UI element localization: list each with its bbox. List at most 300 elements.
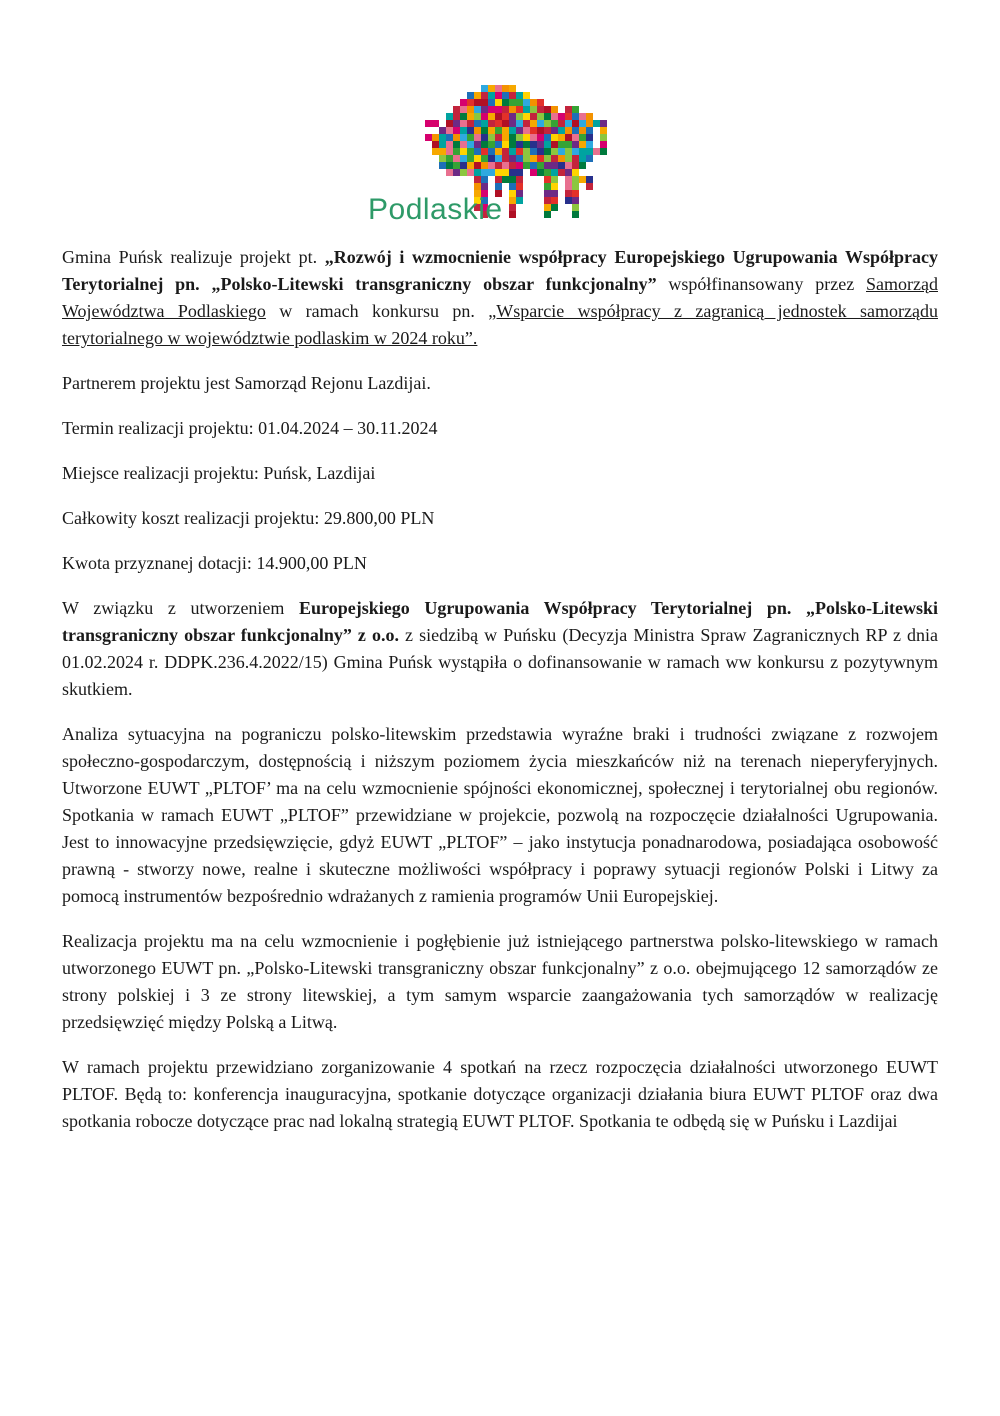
mosaic-cell	[572, 183, 579, 190]
mosaic-cell	[460, 162, 467, 169]
mosaic-empty-cell	[537, 197, 544, 204]
mosaic-cell	[488, 162, 495, 169]
mosaic-cell	[474, 155, 481, 162]
mosaic-cell	[453, 106, 460, 113]
mosaic-cell	[453, 113, 460, 120]
mosaic-cell	[446, 169, 453, 176]
mosaic-empty-cell	[600, 169, 607, 176]
mosaic-cell	[467, 134, 474, 141]
mosaic-cell	[551, 106, 558, 113]
mosaic-cell	[551, 120, 558, 127]
mosaic-empty-cell	[607, 85, 614, 92]
mosaic-cell	[544, 141, 551, 148]
mosaic-cell	[537, 162, 544, 169]
mosaic-empty-cell	[614, 169, 621, 176]
mosaic-empty-cell	[453, 99, 460, 106]
mosaic-empty-cell	[530, 183, 537, 190]
mosaic-cell	[572, 211, 579, 218]
text-run: „Wsparcie współpracy z zagranicą jednostek samorządu terytorialnego w województwie podlaskim w 2024 roku”.	[62, 301, 938, 348]
mosaic-cell	[565, 141, 572, 148]
mosaic-cell	[509, 113, 516, 120]
mosaic-cell	[530, 99, 537, 106]
mosaic-cell	[488, 113, 495, 120]
mosaic-empty-cell	[537, 85, 544, 92]
mosaic-empty-cell	[565, 211, 572, 218]
mosaic-cell	[460, 141, 467, 148]
mosaic-cell	[460, 134, 467, 141]
mosaic-cell	[600, 134, 607, 141]
mosaic-cell	[488, 120, 495, 127]
mosaic-empty-cell	[586, 92, 593, 99]
mosaic-empty-cell	[607, 148, 614, 155]
mosaic-cell	[516, 162, 523, 169]
mosaic-cell	[516, 169, 523, 176]
mosaic-empty-cell	[523, 176, 530, 183]
mosaic-empty-cell	[551, 211, 558, 218]
mosaic-cell	[600, 148, 607, 155]
mosaic-empty-cell	[614, 127, 621, 134]
mosaic-cell	[481, 134, 488, 141]
mosaic-cell	[537, 169, 544, 176]
mosaic-empty-cell	[572, 92, 579, 99]
mosaic-empty-cell	[523, 183, 530, 190]
mosaic-empty-cell	[600, 204, 607, 211]
mosaic-cell	[481, 106, 488, 113]
mosaic-empty-cell	[593, 134, 600, 141]
mosaic-empty-cell	[551, 85, 558, 92]
mosaic-empty-cell	[607, 141, 614, 148]
paragraph-spotkania	[62, 1054, 938, 1135]
mosaic-empty-cell	[586, 211, 593, 218]
mosaic-empty-cell	[425, 127, 432, 134]
mosaic-cell	[509, 162, 516, 169]
mosaic-cell	[593, 120, 600, 127]
mosaic-cell	[460, 127, 467, 134]
mosaic-cell	[453, 141, 460, 148]
mosaic-cell	[453, 148, 460, 155]
mosaic-empty-cell	[544, 99, 551, 106]
mosaic-empty-cell	[502, 204, 509, 211]
mosaic-empty-cell	[579, 197, 586, 204]
mosaic-empty-cell	[558, 176, 565, 183]
mosaic-cell	[551, 169, 558, 176]
text-run: z siedzibą w Puńsku (Decyzja Ministra Spraw Zagranicznych RP z dnia 01.02.2024 r. DDPK.236.4.2022/15) Gmina Puńsk wystąpiła o dofinansowanie w ramach ww konkursu z pozytywnym skutkiem.	[62, 625, 938, 699]
mosaic-cell	[516, 183, 523, 190]
mosaic-cell	[579, 134, 586, 141]
mosaic-cell	[474, 106, 481, 113]
mosaic-cell	[481, 176, 488, 183]
mosaic-empty-cell	[593, 211, 600, 218]
mosaic-cell	[474, 134, 481, 141]
mosaic-cell	[495, 155, 502, 162]
mosaic-empty-cell	[530, 197, 537, 204]
mosaic-empty-cell	[607, 134, 614, 141]
mosaic-cell	[537, 155, 544, 162]
mosaic-cell	[495, 162, 502, 169]
mosaic-empty-cell	[439, 85, 446, 92]
text-run: Gmina Puńsk realizuje projekt pt.	[62, 247, 325, 267]
mosaic-cell	[474, 162, 481, 169]
mosaic-cell	[551, 190, 558, 197]
mosaic-cell	[474, 141, 481, 148]
mosaic-cell	[600, 120, 607, 127]
text-run: Całkowity koszt realizacji projektu: 29.800,00 PLN	[62, 508, 435, 528]
mosaic-empty-cell	[614, 148, 621, 155]
mosaic-cell	[572, 155, 579, 162]
mosaic-empty-cell	[537, 176, 544, 183]
text-run: Miejsce realizacji projektu: Puńsk, Lazdijai	[62, 463, 376, 483]
mosaic-cell	[565, 197, 572, 204]
mosaic-cell	[565, 155, 572, 162]
mosaic-cell	[446, 134, 453, 141]
mosaic-cell	[488, 169, 495, 176]
mosaic-cell	[509, 134, 516, 141]
mosaic-empty-cell	[551, 92, 558, 99]
mosaic-cell	[439, 155, 446, 162]
mosaic-cell	[530, 113, 537, 120]
mosaic-empty-cell	[551, 99, 558, 106]
mosaic-cell	[509, 141, 516, 148]
mosaic-empty-cell	[432, 155, 439, 162]
mosaic-cell	[516, 99, 523, 106]
mosaic-empty-cell	[558, 106, 565, 113]
mosaic-cell	[586, 148, 593, 155]
mosaic-empty-cell	[558, 211, 565, 218]
mosaic-cell	[565, 148, 572, 155]
mosaic-cell	[509, 211, 516, 218]
mosaic-cell	[488, 92, 495, 99]
mosaic-empty-cell	[565, 85, 572, 92]
mosaic-cell	[565, 127, 572, 134]
mosaic-cell	[495, 85, 502, 92]
mosaic-empty-cell	[572, 85, 579, 92]
mosaic-cell	[530, 155, 537, 162]
mosaic-cell	[523, 134, 530, 141]
mosaic-empty-cell	[593, 99, 600, 106]
mosaic-empty-cell	[614, 183, 621, 190]
mosaic-cell	[544, 176, 551, 183]
mosaic-empty-cell	[572, 99, 579, 106]
mosaic-empty-cell	[460, 92, 467, 99]
text-run: w ramach konkursu pn.	[265, 301, 489, 321]
mosaic-cell	[523, 141, 530, 148]
mosaic-empty-cell	[544, 92, 551, 99]
mosaic-empty-cell	[425, 113, 432, 120]
mosaic-cell	[586, 141, 593, 148]
mosaic-cell	[502, 134, 509, 141]
paragraph-koszt	[62, 505, 938, 532]
mosaic-cell	[495, 106, 502, 113]
text-run: Realizacja projektu ma na celu wzmocnienie i pogłębienie już istniejącego partnerstwa polsko-litewskiego w ramach utworzonego EUWT pn. „Polsko-Litewski transgraniczny obszar funkcjonalny” z o.o. obejmującego 12 samorządów ze strony polskiej i 3 ze strony litewskiej, a tym samym wsparcie zaangażowania tych samorządów w realizację przedsięwzięć między Polską a Litwą.	[62, 931, 938, 1032]
paragraph-miejsce	[62, 460, 938, 487]
mosaic-empty-cell	[593, 183, 600, 190]
mosaic-empty-cell	[614, 204, 621, 211]
mosaic-empty-cell	[593, 197, 600, 204]
mosaic-cell	[565, 113, 572, 120]
mosaic-cell	[558, 141, 565, 148]
mosaic-empty-cell	[586, 197, 593, 204]
mosaic-empty-cell	[523, 204, 530, 211]
mosaic-empty-cell	[537, 183, 544, 190]
mosaic-cell	[537, 127, 544, 134]
mosaic-empty-cell	[516, 204, 523, 211]
mosaic-empty-cell	[460, 176, 467, 183]
mosaic-cell	[446, 113, 453, 120]
mosaic-cell	[537, 148, 544, 155]
mosaic-empty-cell	[432, 162, 439, 169]
mosaic-empty-cell	[614, 162, 621, 169]
mosaic-cell	[523, 155, 530, 162]
mosaic-cell	[523, 127, 530, 134]
mosaic-empty-cell	[425, 162, 432, 169]
mosaic-empty-cell	[593, 113, 600, 120]
mosaic-empty-cell	[579, 92, 586, 99]
mosaic-cell	[558, 169, 565, 176]
mosaic-empty-cell	[432, 106, 439, 113]
mosaic-cell	[530, 169, 537, 176]
mosaic-empty-cell	[432, 176, 439, 183]
mosaic-cell	[474, 176, 481, 183]
text-run: W związku z utworzeniem	[62, 598, 300, 618]
mosaic-cell	[516, 92, 523, 99]
mosaic-cell	[481, 120, 488, 127]
mosaic-cell	[460, 148, 467, 155]
mosaic-empty-cell	[523, 197, 530, 204]
mosaic-cell	[579, 127, 586, 134]
mosaic-empty-cell	[516, 211, 523, 218]
mosaic-cell	[502, 92, 509, 99]
mosaic-cell	[579, 162, 586, 169]
mosaic-cell	[551, 176, 558, 183]
mosaic-cell	[551, 148, 558, 155]
mosaic-cell	[565, 169, 572, 176]
mosaic-cell	[516, 141, 523, 148]
mosaic-cell	[565, 190, 572, 197]
mosaic-cell	[551, 162, 558, 169]
mosaic-empty-cell	[502, 211, 509, 218]
text-run: Analiza sytuacyjna na pograniczu polsko-litewskim przedstawia wyraźne braki i trudności związane z rozwojem społeczno-gospodarczym, dostępnością i niższym poziomem życia mieszkańców niż na terenach nieperyferyjnych. Utworzone EUWT „PLTOF’ ma na celu wzmocnienie spójności ekonomicznej, społecznej i terytorialnej obu regionów. Spotkania w ramach EUWT „PLTOF” przewidziane w projekcie, pozwolą na rozpoczęcie działalności Ugrupowania. Jest to innowacyjne przedsięwzięcie, gdyż EUWT „PLTOF” – jako instytucja ponadnarodowa, posiadająca osobowość prawną - stworzy nowe, realne i skuteczne możliwości współpracy i poprawy sytuacji regionów Polski i Litwy za pomocą instrumentów bezpośrednio wdrażanych z ramienia programów Unii Europejskiej.	[62, 724, 938, 906]
mosaic-empty-cell	[453, 183, 460, 190]
mosaic-empty-cell	[453, 176, 460, 183]
mosaic-cell	[502, 162, 509, 169]
mosaic-cell	[572, 204, 579, 211]
mosaic-cell	[474, 113, 481, 120]
mosaic-empty-cell	[446, 99, 453, 106]
mosaic-cell	[544, 211, 551, 218]
mosaic-cell	[551, 197, 558, 204]
mosaic-cell	[502, 106, 509, 113]
mosaic-empty-cell	[558, 85, 565, 92]
mosaic-cell	[502, 155, 509, 162]
mosaic-empty-cell	[607, 92, 614, 99]
text-run: Partnerem projektu jest Samorząd Rejonu Lazdijai.	[62, 373, 431, 393]
mosaic-empty-cell	[614, 120, 621, 127]
paragraph-dotacja	[62, 550, 938, 577]
mosaic-cell	[425, 120, 432, 127]
mosaic-cell	[523, 92, 530, 99]
mosaic-cell	[516, 106, 523, 113]
mosaic-empty-cell	[607, 183, 614, 190]
mosaic-cell	[495, 176, 502, 183]
mosaic-cell	[586, 127, 593, 134]
mosaic-cell	[467, 99, 474, 106]
paragraph-utworzenie	[62, 595, 938, 703]
mosaic-cell	[523, 99, 530, 106]
mosaic-empty-cell	[425, 85, 432, 92]
mosaic-empty-cell	[565, 92, 572, 99]
mosaic-cell	[467, 127, 474, 134]
mosaic-cell	[586, 183, 593, 190]
mosaic-empty-cell	[600, 211, 607, 218]
mosaic-cell	[523, 162, 530, 169]
mosaic-cell	[488, 141, 495, 148]
mosaic-empty-cell	[537, 190, 544, 197]
mosaic-empty-cell	[607, 113, 614, 120]
mosaic-cell	[460, 99, 467, 106]
mosaic-empty-cell	[523, 211, 530, 218]
mosaic-cell	[446, 127, 453, 134]
mosaic-empty-cell	[558, 190, 565, 197]
mosaic-cell	[509, 176, 516, 183]
mosaic-cell	[509, 169, 516, 176]
mosaic-empty-cell	[439, 120, 446, 127]
mosaic-empty-cell	[607, 211, 614, 218]
mosaic-empty-cell	[558, 99, 565, 106]
mosaic-cell	[565, 120, 572, 127]
mosaic-cell	[453, 162, 460, 169]
mosaic-empty-cell	[439, 169, 446, 176]
mosaic-empty-cell	[607, 204, 614, 211]
paragraph-partner	[62, 370, 938, 397]
mosaic-cell	[474, 148, 481, 155]
mosaic-cell	[537, 106, 544, 113]
mosaic-cell	[432, 141, 439, 148]
mosaic-cell	[446, 148, 453, 155]
mosaic-cell	[495, 113, 502, 120]
mosaic-cell	[530, 106, 537, 113]
mosaic-cell	[530, 120, 537, 127]
mosaic-empty-cell	[565, 204, 572, 211]
mosaic-cell	[481, 113, 488, 120]
mosaic-cell	[558, 120, 565, 127]
mosaic-empty-cell	[614, 190, 621, 197]
mosaic-empty-cell	[586, 190, 593, 197]
text-run: „Rozwój i wzmocnienie współpracy Europejskiego Ugrupowania Współpracy Terytorialnej pn. „Polsko-Litewski transgraniczny obszar funkcjonalny”	[62, 247, 939, 294]
mosaic-cell	[572, 190, 579, 197]
mosaic-empty-cell	[600, 197, 607, 204]
mosaic-empty-cell	[614, 141, 621, 148]
mosaic-cell	[481, 162, 488, 169]
mosaic-empty-cell	[425, 141, 432, 148]
mosaic-empty-cell	[600, 176, 607, 183]
text-run: W ramach projektu przewidziano zorganizowanie 4 spotkań na rzecz rozpoczęcia działalności utworzonego EUWT PLTOF. Będą to: konferencja inauguracyjna, spotkanie dotyczące organizacji działania biura EUWT PLTOF oraz dwa spotkania robocze dotyczące prac nad lokalną strategią EUWT PLTOF. Spotkania te odbędą się w Puńsku i Lazdijai	[62, 1057, 938, 1131]
mosaic-empty-cell	[600, 190, 607, 197]
mosaic-empty-cell	[488, 183, 495, 190]
mosaic-cell	[467, 155, 474, 162]
mosaic-empty-cell	[502, 197, 509, 204]
mosaic-cell	[530, 141, 537, 148]
mosaic-cell	[502, 176, 509, 183]
mosaic-empty-cell	[425, 106, 432, 113]
mosaic-empty-cell	[530, 211, 537, 218]
mosaic-empty-cell	[600, 162, 607, 169]
mosaic-cell	[600, 141, 607, 148]
mosaic-empty-cell	[439, 99, 446, 106]
mosaic-empty-cell	[446, 92, 453, 99]
mosaic-empty-cell	[460, 85, 467, 92]
mosaic-cell	[530, 127, 537, 134]
mosaic-cell	[481, 148, 488, 155]
mosaic-cell	[551, 113, 558, 120]
mosaic-cell	[558, 134, 565, 141]
mosaic-cell	[460, 169, 467, 176]
mosaic-empty-cell	[593, 169, 600, 176]
mosaic-empty-cell	[607, 127, 614, 134]
mosaic-empty-cell	[586, 99, 593, 106]
mosaic-cell	[495, 148, 502, 155]
mosaic-cell	[544, 162, 551, 169]
mosaic-cell	[495, 127, 502, 134]
mosaic-empty-cell	[593, 85, 600, 92]
mosaic-cell	[502, 99, 509, 106]
mosaic-cell	[509, 204, 516, 211]
mosaic-cell	[474, 127, 481, 134]
mosaic-empty-cell	[467, 176, 474, 183]
mosaic-cell	[495, 134, 502, 141]
mosaic-cell	[558, 148, 565, 155]
mosaic-empty-cell	[523, 85, 530, 92]
mosaic-cell	[516, 155, 523, 162]
mosaic-cell	[481, 99, 488, 106]
mosaic-cell	[544, 190, 551, 197]
mosaic-empty-cell	[558, 92, 565, 99]
mosaic-cell	[579, 155, 586, 162]
mosaic-empty-cell	[586, 162, 593, 169]
mosaic-cell	[586, 120, 593, 127]
mosaic-cell	[523, 148, 530, 155]
mosaic-empty-cell	[607, 197, 614, 204]
mosaic-cell	[446, 162, 453, 169]
mosaic-empty-cell	[439, 176, 446, 183]
mosaic-cell	[446, 120, 453, 127]
mosaic-empty-cell	[425, 183, 432, 190]
mosaic-empty-cell	[593, 127, 600, 134]
mosaic-cell	[467, 113, 474, 120]
mosaic-cell	[551, 134, 558, 141]
mosaic-empty-cell	[614, 99, 621, 106]
mosaic-empty-cell	[488, 176, 495, 183]
mosaic-cell	[432, 148, 439, 155]
mosaic-cell	[446, 155, 453, 162]
mosaic-cell	[572, 106, 579, 113]
mosaic-cell	[509, 92, 516, 99]
mosaic-cell	[572, 127, 579, 134]
mosaic-cell	[439, 148, 446, 155]
mosaic-empty-cell	[432, 85, 439, 92]
mosaic-cell	[544, 113, 551, 120]
mosaic-cell	[572, 134, 579, 141]
mosaic-cell	[509, 148, 516, 155]
mosaic-empty-cell	[425, 155, 432, 162]
mosaic-cell	[544, 127, 551, 134]
mosaic-cell	[530, 148, 537, 155]
mosaic-cell	[565, 176, 572, 183]
mosaic-empty-cell	[593, 204, 600, 211]
mosaic-cell	[474, 120, 481, 127]
mosaic-cell	[586, 155, 593, 162]
mosaic-empty-cell	[537, 92, 544, 99]
mosaic-empty-cell	[432, 113, 439, 120]
